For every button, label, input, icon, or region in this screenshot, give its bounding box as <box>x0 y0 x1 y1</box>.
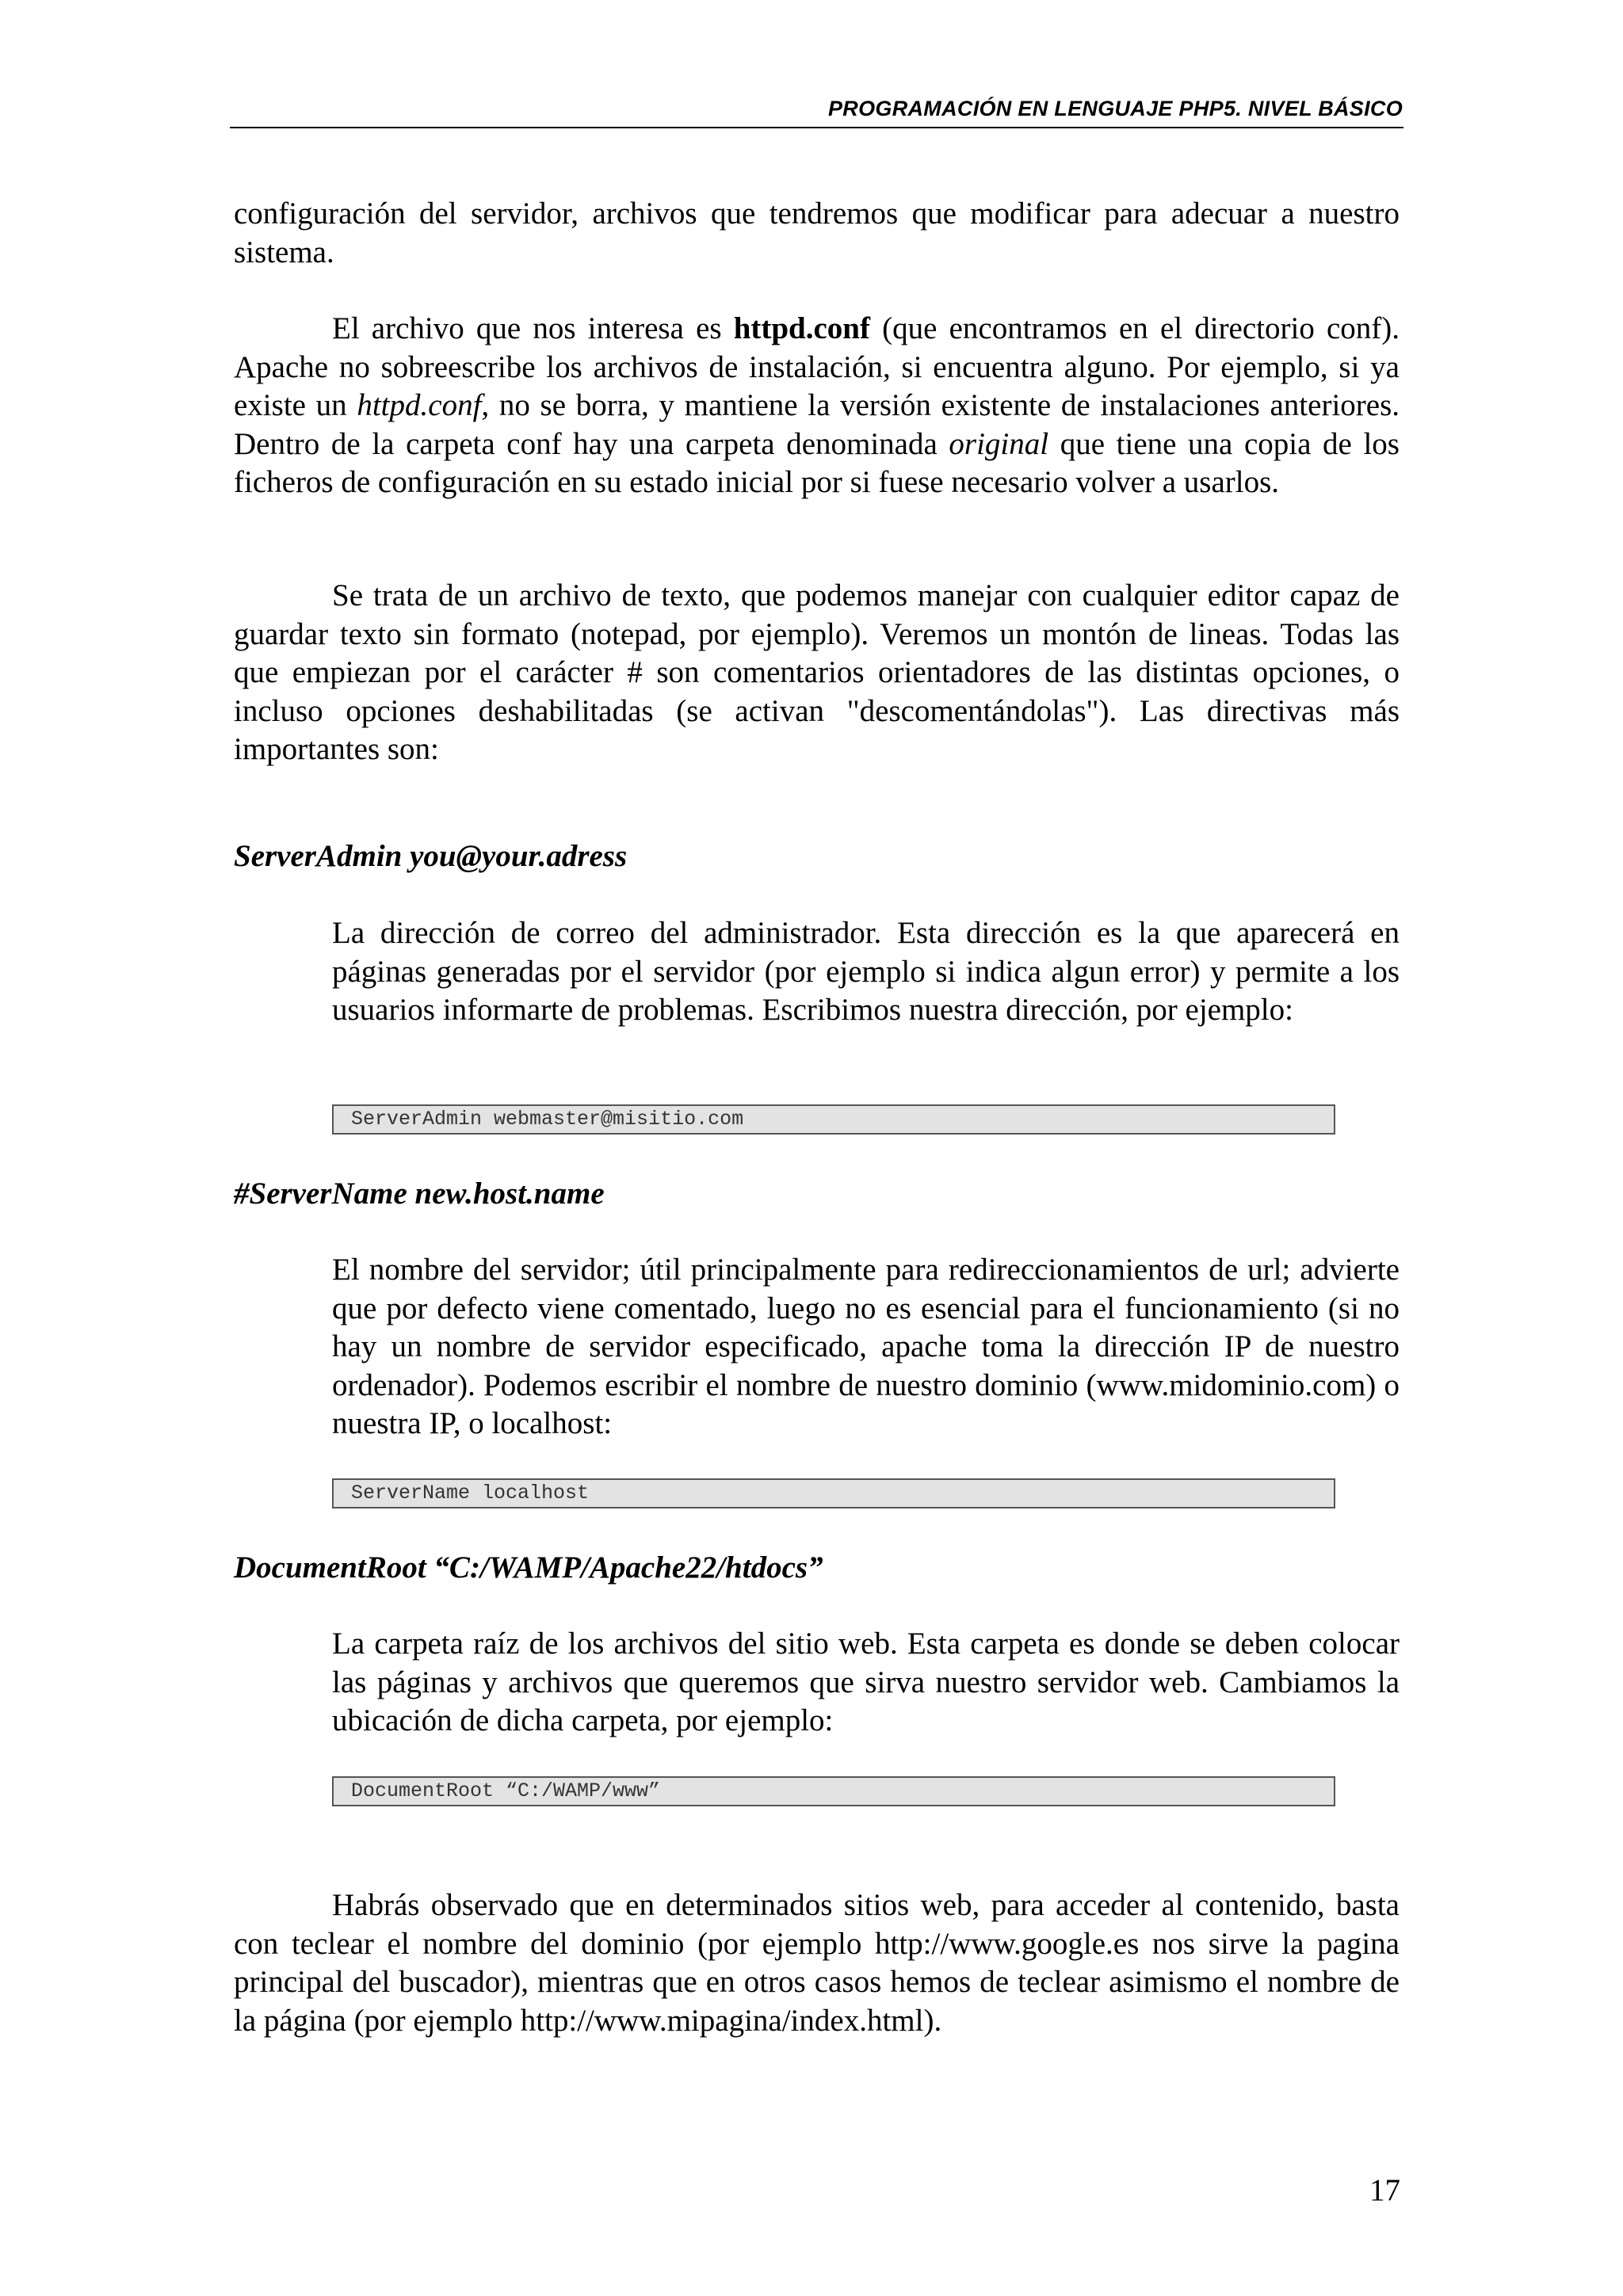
code-box-documentroot: DocumentRoot “C:/WAMP/www” <box>332 1776 1335 1806</box>
directive-description-servername: El nombre del servidor; útil principalmente para redireccionamientos de url; advierte que por defecto viene comentado, luego no es esencial para el funcionamiento (si no hay un nombre de servidor especificado, apache toma la dirección IP de nuestro ordenador). Podemos escribir el nombre de nuestro dominio (www.midominio.com) o nuestra IP, o localhost: <box>332 1253 1400 1440</box>
running-header: PROGRAMACIÓN EN LENGUAJE PHP5. NIVEL BÁSICO <box>828 97 1403 120</box>
directive-heading-servername: #ServerName new.host.name <box>234 1177 605 1211</box>
paragraph-intro: configuración del servidor, archivos que tendremos que modificar para adecuar a nuestro sistema. <box>234 196 1400 269</box>
directive-heading-documentroot: DocumentRoot “C:/WAMP/Apache22/htdocs” <box>234 1550 823 1585</box>
code-box-serveradmin: ServerAdmin webmaster@misitio.com <box>332 1104 1335 1135</box>
header-rule <box>230 127 1403 128</box>
code-box-servername: ServerName localhost <box>332 1478 1335 1508</box>
text-run: que tiene una copia de los ficheros de configuración en su estado inicial por si fuese necesario volver a usarlos. <box>234 426 1400 499</box>
text-run: no se borra, y mantiene la versión existente de instalaciones anteriores. Dentro de la carpeta conf hay una carpeta denominada <box>234 388 1400 461</box>
paragraph-httpd-conf <box>234 310 1400 502</box>
bold-term: httpd.conf <box>733 311 870 345</box>
text-run: (que encontramos en el directorio conf). Apache no sobreescribe los archivos de instalación, si encuentra alguno. Por ejemplo, si ya existe un <box>234 311 1400 422</box>
page-number: 17 <box>1369 2173 1400 2207</box>
text-run: El archivo que nos interesa es <box>332 311 734 345</box>
paragraph-closing: Habrás observado que en determinados sitios web, para acceder al contenido, basta con teclear el nombre del dominio (por ejemplo http://www.google.es nos sirve la pagina principal del buscador), mientras que en otros casos hemos de teclear asimismo el nombre de la página (por ejemplo http://www.mipagina/index.html). <box>234 1888 1400 2038</box>
paragraph-text-file: Se trata de un archivo de texto, que podemos manejar con cualquier editor capaz de guardar texto sin formato (notepad, por ejemplo). Veremos un montón de lineas. Todas las que empiezan por el carácter # son comentarios orientadores de las distintas opciones, o incluso opciones deshabilitadas (se activan "descomentándolas"). Las directivas más importantes son: <box>234 578 1400 766</box>
directive-heading-serveradmin: ServerAdmin you@your.adress <box>234 839 628 873</box>
directive-description-documentroot: La carpeta raíz de los archivos del sitio web. Esta carpeta es donde se deben colocar las páginas y archivos que queremos que sirva nuestro servidor web. Cambiamos la ubicación de dicha carpeta, por ejemplo: <box>332 1627 1400 1737</box>
italic-term: httpd.conf, <box>357 388 490 422</box>
directive-description-serveradmin: La dirección de correo del administrador. Esta dirección es la que aparecerá en páginas generadas por el servidor (por ejemplo si indica algun error) y permite a los usuarios informarte de problemas. Escribimos nuestra dirección, por ejemplo: <box>332 916 1400 1027</box>
italic-term: original <box>949 426 1049 461</box>
